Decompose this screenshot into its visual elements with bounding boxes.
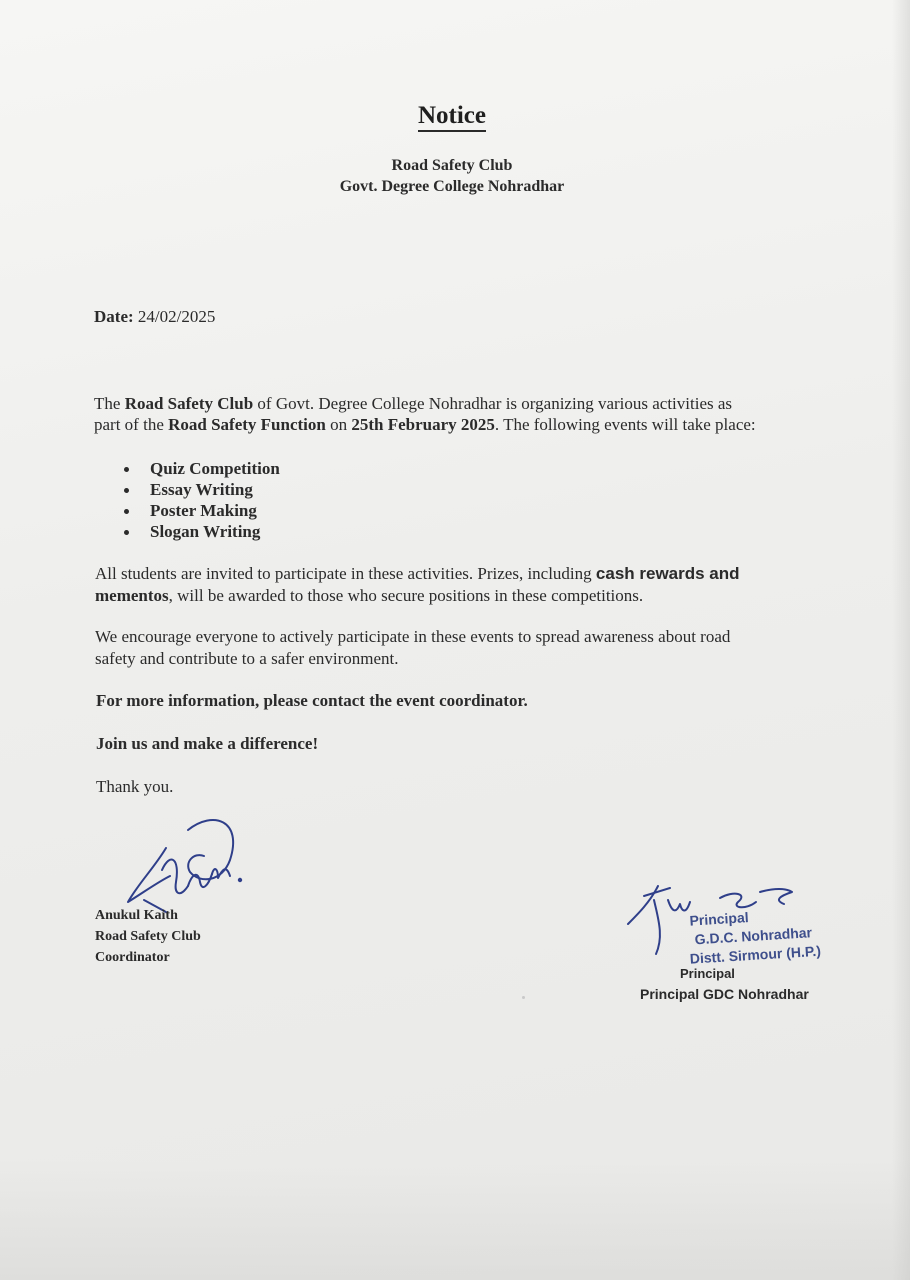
coordinator-club: Road Safety Club (95, 929, 201, 944)
principal-role: Principal (680, 966, 735, 981)
coordinator-block (95, 905, 201, 968)
list-item: Slogan Writing (122, 521, 280, 542)
events-list (122, 458, 280, 542)
intro-paragraph: The Road Safety Club of Govt. Degree College Nohradhar is organizing various activities as part of the Road Safety Function on 25th February 2025. The following events will take place: (94, 394, 756, 434)
prizes-paragraph: All students are invited to participate in these activities. Prizes, including cash rewards and mementos, will be awarded to those who secure positions in these competitions. (95, 564, 740, 605)
paper-speck (522, 996, 525, 999)
college-name: Govt. Degree College Nohradhar (339, 178, 565, 195)
date-value: 24/02/2025 (133, 307, 216, 326)
page-bottom-shadow (0, 1160, 910, 1280)
contact-info-line: For more information, please contact the event coordinator. (96, 691, 528, 710)
club-name: Road Safety Club (391, 157, 513, 174)
notice-date (94, 307, 215, 327)
notice-title: Notice (0, 102, 904, 130)
encourage-paragraph: We encourage everyone to actively participate in these events to spread awareness about road safety and contribute to a safer environment. (95, 627, 731, 668)
principal-stamp: Principal G.D.C. Nohradhar Distt. Sirmour (H.P.) (689, 909, 822, 967)
date-label: Date: (94, 307, 134, 326)
join-line: Join us and make a difference! (96, 734, 319, 753)
list-item: Poster Making (122, 500, 280, 521)
list-item: Quiz Competition (122, 458, 280, 479)
list-item: Essay Writing (122, 479, 280, 500)
coordinator-name: Anukul Kaith (95, 908, 178, 923)
coordinator-role: Coordinator (95, 950, 170, 965)
thank-you-line: Thank you. (96, 777, 174, 796)
principal-name: Principal GDC Nohradhar (640, 986, 809, 1002)
